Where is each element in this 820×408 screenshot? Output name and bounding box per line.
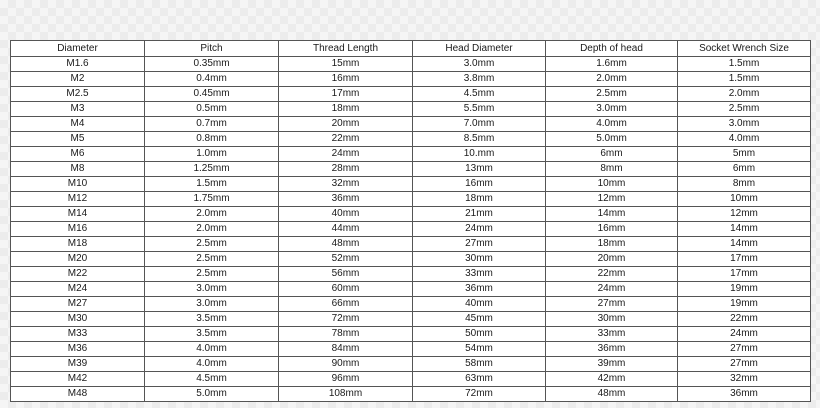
thread-length-cell: 96mm	[279, 372, 413, 387]
depth-of-head-cell: 36mm	[546, 342, 678, 357]
depth-of-head-cell: 42mm	[546, 372, 678, 387]
thread-length-cell: 52mm	[279, 252, 413, 267]
depth-of-head-cell: 2.0mm	[546, 72, 678, 87]
pitch-cell: 0.7mm	[145, 117, 279, 132]
pitch-cell: 2.0mm	[145, 207, 279, 222]
depth-of-head-cell: 18mm	[546, 237, 678, 252]
socket-wrench-size-cell: 10mm	[678, 192, 811, 207]
head-diameter-cell: 10.mm	[413, 147, 546, 162]
thread-length-cell: 36mm	[279, 192, 413, 207]
head-diameter-cell: 24mm	[413, 222, 546, 237]
socket-wrench-size-cell: 4.0mm	[678, 132, 811, 147]
thread-length-cell: 24mm	[279, 147, 413, 162]
socket-wrench-size-cell: 2.5mm	[678, 102, 811, 117]
socket-wrench-size-cell: 5mm	[678, 147, 811, 162]
table-row	[11, 102, 811, 117]
diameter-cell: M18	[11, 237, 145, 252]
table-row	[11, 177, 811, 192]
table-row	[11, 147, 811, 162]
diameter-cell: M2	[11, 72, 145, 87]
head-diameter-cell: 21mm	[413, 207, 546, 222]
header-thread-length: Thread Length	[279, 41, 413, 57]
header-socket-wrench-size: Socket Wrench Size	[678, 41, 811, 57]
socket-wrench-size-cell: 6mm	[678, 162, 811, 177]
thread-length-cell: 72mm	[279, 312, 413, 327]
depth-of-head-cell: 1.6mm	[546, 57, 678, 72]
pitch-cell: 4.5mm	[145, 372, 279, 387]
thread-length-cell: 84mm	[279, 342, 413, 357]
thread-length-cell: 48mm	[279, 237, 413, 252]
head-diameter-cell: 27mm	[413, 237, 546, 252]
header-head-diameter: Head Diameter	[413, 41, 546, 57]
thread-length-cell: 108mm	[279, 387, 413, 402]
thread-length-cell: 18mm	[279, 102, 413, 117]
diameter-cell: M14	[11, 207, 145, 222]
table-row	[11, 297, 811, 312]
diameter-cell: M5	[11, 132, 145, 147]
head-diameter-cell: 30mm	[413, 252, 546, 267]
screw-spec-table	[10, 40, 811, 402]
table-row	[11, 282, 811, 297]
pitch-cell: 0.45mm	[145, 87, 279, 102]
table-row	[11, 207, 811, 222]
head-diameter-cell: 36mm	[413, 282, 546, 297]
depth-of-head-cell: 48mm	[546, 387, 678, 402]
header-pitch: Pitch	[145, 41, 279, 57]
socket-wrench-size-cell: 12mm	[678, 207, 811, 222]
head-diameter-cell: 72mm	[413, 387, 546, 402]
depth-of-head-cell: 6mm	[546, 147, 678, 162]
diameter-cell: M3	[11, 102, 145, 117]
table-row	[11, 237, 811, 252]
pitch-cell: 3.5mm	[145, 327, 279, 342]
header-diameter: Diameter	[11, 41, 145, 57]
head-diameter-cell: 7.0mm	[413, 117, 546, 132]
pitch-cell: 5.0mm	[145, 387, 279, 402]
pitch-cell: 2.5mm	[145, 267, 279, 282]
head-diameter-cell: 54mm	[413, 342, 546, 357]
thread-length-cell: 22mm	[279, 132, 413, 147]
thread-length-cell: 78mm	[279, 327, 413, 342]
depth-of-head-cell: 24mm	[546, 282, 678, 297]
head-diameter-cell: 13mm	[413, 162, 546, 177]
table-body	[11, 57, 811, 402]
depth-of-head-cell: 39mm	[546, 357, 678, 372]
pitch-cell: 0.5mm	[145, 102, 279, 117]
pitch-cell: 1.0mm	[145, 147, 279, 162]
depth-of-head-cell: 2.5mm	[546, 87, 678, 102]
socket-wrench-size-cell: 2.0mm	[678, 87, 811, 102]
head-diameter-cell: 8.5mm	[413, 132, 546, 147]
table-row	[11, 117, 811, 132]
diameter-cell: M48	[11, 387, 145, 402]
socket-wrench-size-cell: 36mm	[678, 387, 811, 402]
depth-of-head-cell: 22mm	[546, 267, 678, 282]
pitch-cell: 3.5mm	[145, 312, 279, 327]
socket-wrench-size-cell: 14mm	[678, 222, 811, 237]
diameter-cell: M16	[11, 222, 145, 237]
pitch-cell: 0.8mm	[145, 132, 279, 147]
header-depth-of-head: Depth of head	[546, 41, 678, 57]
diameter-cell: M27	[11, 297, 145, 312]
depth-of-head-cell: 10mm	[546, 177, 678, 192]
head-diameter-cell: 3.0mm	[413, 57, 546, 72]
table-row	[11, 357, 811, 372]
pitch-cell: 2.5mm	[145, 252, 279, 267]
socket-wrench-size-cell: 1.5mm	[678, 72, 811, 87]
diameter-cell: M30	[11, 312, 145, 327]
table-row	[11, 342, 811, 357]
depth-of-head-cell: 14mm	[546, 207, 678, 222]
pitch-cell: 2.0mm	[145, 222, 279, 237]
table-row	[11, 87, 811, 102]
pitch-cell: 3.0mm	[145, 282, 279, 297]
table-row	[11, 327, 811, 342]
diameter-cell: M24	[11, 282, 145, 297]
pitch-cell: 1.25mm	[145, 162, 279, 177]
head-diameter-cell: 18mm	[413, 192, 546, 207]
depth-of-head-cell: 33mm	[546, 327, 678, 342]
thread-length-cell: 20mm	[279, 117, 413, 132]
diameter-cell: M10	[11, 177, 145, 192]
pitch-cell: 1.75mm	[145, 192, 279, 207]
socket-wrench-size-cell: 19mm	[678, 282, 811, 297]
socket-wrench-size-cell: 3.0mm	[678, 117, 811, 132]
thread-length-cell: 90mm	[279, 357, 413, 372]
head-diameter-cell: 16mm	[413, 177, 546, 192]
screw-spec-sheet	[10, 40, 810, 402]
pitch-cell: 4.0mm	[145, 357, 279, 372]
diameter-cell: M2.5	[11, 87, 145, 102]
depth-of-head-cell: 4.0mm	[546, 117, 678, 132]
depth-of-head-cell: 3.0mm	[546, 102, 678, 117]
diameter-cell: M42	[11, 372, 145, 387]
socket-wrench-size-cell: 27mm	[678, 357, 811, 372]
socket-wrench-size-cell: 22mm	[678, 312, 811, 327]
pitch-cell: 2.5mm	[145, 237, 279, 252]
head-diameter-cell: 45mm	[413, 312, 546, 327]
diameter-cell: M39	[11, 357, 145, 372]
diameter-cell: M33	[11, 327, 145, 342]
socket-wrench-size-cell: 17mm	[678, 267, 811, 282]
thread-length-cell: 60mm	[279, 282, 413, 297]
diameter-cell: M1.6	[11, 57, 145, 72]
thread-length-cell: 15mm	[279, 57, 413, 72]
table-row	[11, 162, 811, 177]
socket-wrench-size-cell: 32mm	[678, 372, 811, 387]
head-diameter-cell: 58mm	[413, 357, 546, 372]
head-diameter-cell: 33mm	[413, 267, 546, 282]
table-row	[11, 372, 811, 387]
table-row	[11, 222, 811, 237]
table-row	[11, 312, 811, 327]
depth-of-head-cell: 12mm	[546, 192, 678, 207]
table-row	[11, 252, 811, 267]
socket-wrench-size-cell: 1.5mm	[678, 57, 811, 72]
thread-length-cell: 40mm	[279, 207, 413, 222]
diameter-cell: M4	[11, 117, 145, 132]
thread-length-cell: 56mm	[279, 267, 413, 282]
table-row	[11, 192, 811, 207]
diameter-cell: M6	[11, 147, 145, 162]
thread-length-cell: 28mm	[279, 162, 413, 177]
socket-wrench-size-cell: 19mm	[678, 297, 811, 312]
pitch-cell: 4.0mm	[145, 342, 279, 357]
table-row	[11, 57, 811, 72]
thread-length-cell: 17mm	[279, 87, 413, 102]
head-diameter-cell: 50mm	[413, 327, 546, 342]
pitch-cell: 0.35mm	[145, 57, 279, 72]
thread-length-cell: 44mm	[279, 222, 413, 237]
depth-of-head-cell: 16mm	[546, 222, 678, 237]
table-row	[11, 387, 811, 402]
diameter-cell: M20	[11, 252, 145, 267]
thread-length-cell: 16mm	[279, 72, 413, 87]
socket-wrench-size-cell: 8mm	[678, 177, 811, 192]
table-row	[11, 132, 811, 147]
table-header-row	[11, 41, 811, 57]
pitch-cell: 3.0mm	[145, 297, 279, 312]
depth-of-head-cell: 20mm	[546, 252, 678, 267]
socket-wrench-size-cell: 17mm	[678, 252, 811, 267]
head-diameter-cell: 40mm	[413, 297, 546, 312]
table-row	[11, 267, 811, 282]
depth-of-head-cell: 5.0mm	[546, 132, 678, 147]
thread-length-cell: 66mm	[279, 297, 413, 312]
thread-length-cell: 32mm	[279, 177, 413, 192]
diameter-cell: M22	[11, 267, 145, 282]
socket-wrench-size-cell: 27mm	[678, 342, 811, 357]
pitch-cell: 1.5mm	[145, 177, 279, 192]
head-diameter-cell: 63mm	[413, 372, 546, 387]
socket-wrench-size-cell: 14mm	[678, 237, 811, 252]
socket-wrench-size-cell: 24mm	[678, 327, 811, 342]
head-diameter-cell: 4.5mm	[413, 87, 546, 102]
pitch-cell: 0.4mm	[145, 72, 279, 87]
head-diameter-cell: 5.5mm	[413, 102, 546, 117]
table-row	[11, 72, 811, 87]
depth-of-head-cell: 27mm	[546, 297, 678, 312]
diameter-cell: M36	[11, 342, 145, 357]
diameter-cell: M8	[11, 162, 145, 177]
depth-of-head-cell: 8mm	[546, 162, 678, 177]
diameter-cell: M12	[11, 192, 145, 207]
head-diameter-cell: 3.8mm	[413, 72, 546, 87]
depth-of-head-cell: 30mm	[546, 312, 678, 327]
